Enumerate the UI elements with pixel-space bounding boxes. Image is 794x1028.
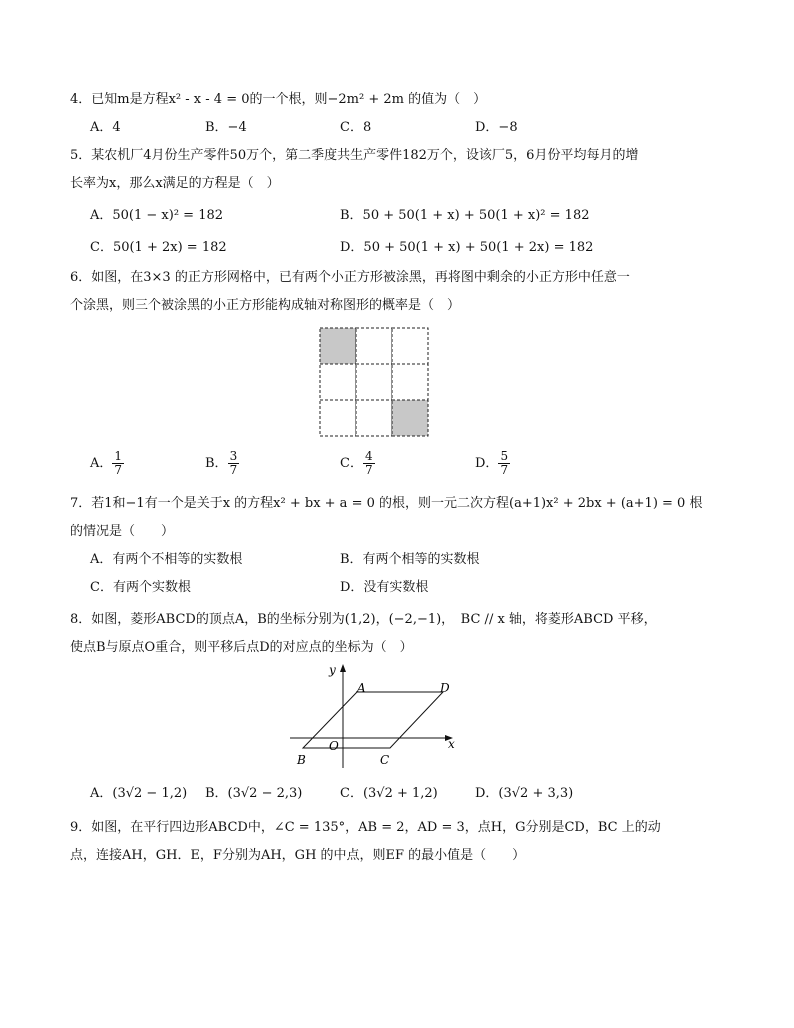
q8-option-d: D．(3√2 + 3,3) [475,786,574,801]
q9-stem-line1: 9．如图，在平行四边形ABCD中，∠C = 135°，AB = 2，AD = 3，点H，G分别是CD，BC 上的动 [70,820,661,835]
q4-stem: 4．已知m是方程x² - x - 4 = 0的一个根，则−2m² + 2m 的值为（ ） [70,92,487,107]
label-d: D [440,681,450,695]
grid-cell [392,364,428,400]
q5-stem-line1: 5．某农机厂4月份生产零件50万个，第二季度共生产零件182万个，设该厂5，6月份平均每月的增 [70,148,639,163]
q8-rhombus-figure [285,660,465,770]
q4-option-c: C．8 [340,120,372,135]
label-x: x [448,737,455,751]
q4-option-a: A．4 [90,120,121,135]
q6-option-c: C． $\frac{4}{7}$ [340,449,373,477]
q6-option-b: B． $\frac{3}{7}$ [205,449,238,477]
q8-option-a: A．(3√2 − 1,2) [90,786,188,801]
q4-option-d: D．−8 [475,120,518,135]
q7-option-d: D．没有实数根 [340,580,429,595]
q6-option-d: D． $\frac{5}{7}$ [475,449,509,477]
grid-cell [320,364,356,400]
label-a: A [357,681,366,695]
q6-option-a: A． $\frac{1}{7}$ [90,449,123,477]
q8-option-c: C．(3√2 + 1,2) [340,786,438,801]
label-b: B [297,753,306,767]
q5-option-b: B．50 + 50(1 + x) + 50(1 + x)² = 182 [340,208,590,223]
label-y: y [329,663,336,677]
q4-option-b: B．−4 [205,120,247,135]
q6-stem-line2: 个涂黑，则三个被涂黑的小正方形能构成轴对称图形的概率是（ ） [70,298,461,313]
grid-cell [356,364,392,400]
q5-stem-line2: 长率为x，那么x满足的方程是（ ） [70,176,280,191]
q7-option-a: A．有两个不相等的实数根 [90,552,243,567]
grid-cell [392,328,428,364]
q6-grid-figure [318,326,430,438]
q7-option-c: C．有两个实数根 [90,580,191,595]
q6-stem-line1: 6．如图，在3×3 的正方形网格中，已有两个小正方形被涂黑，再将图中剩余的小正方形中任意一 [70,270,630,285]
grid-cell [356,400,392,436]
q5-option-d: D．50 + 50(1 + x) + 50(1 + 2x) = 182 [340,240,594,255]
grid-cell [320,400,356,436]
grid-cell [356,328,392,364]
label-c: C [380,753,390,767]
rhombus-abcd [303,692,443,748]
grid-cell [392,400,428,436]
q9-stem-line2: 点，连接AH，GH．E，F分别为AH，GH 的中点，则EF 的最小值是（ ） [70,848,526,863]
q7-stem-line1: 7．若1和−1有一个是关于x 的方程x² + bx + a = 0 的根，则一元二次方程(a+1)x² + 2bx + (a+1) = 0 根 [70,496,703,511]
q7-stem-line2: 的情况是（ ） [70,524,175,539]
y-axis-arrow [340,664,346,672]
q7-option-b: B．有两个相等的实数根 [340,552,480,567]
q8-stem-line2: 使点B与原点O重合，则平移后点D的对应点的坐标为（ ） [70,640,413,655]
q8-stem-line1: 8．如图，菱形ABCD的顶点A，B的坐标分别为(1,2)，(−2,−1)， BC // x 轴，将菱形ABCD 平移， [70,612,657,627]
q5-option-c: C．50(1 + 2x) = 182 [90,240,227,255]
label-o: O [329,739,339,753]
q5-option-a: A．50(1 − x)² = 182 [90,208,224,223]
grid-cell [320,328,356,364]
q8-option-b: B．(3√2 − 2,3) [205,786,303,801]
